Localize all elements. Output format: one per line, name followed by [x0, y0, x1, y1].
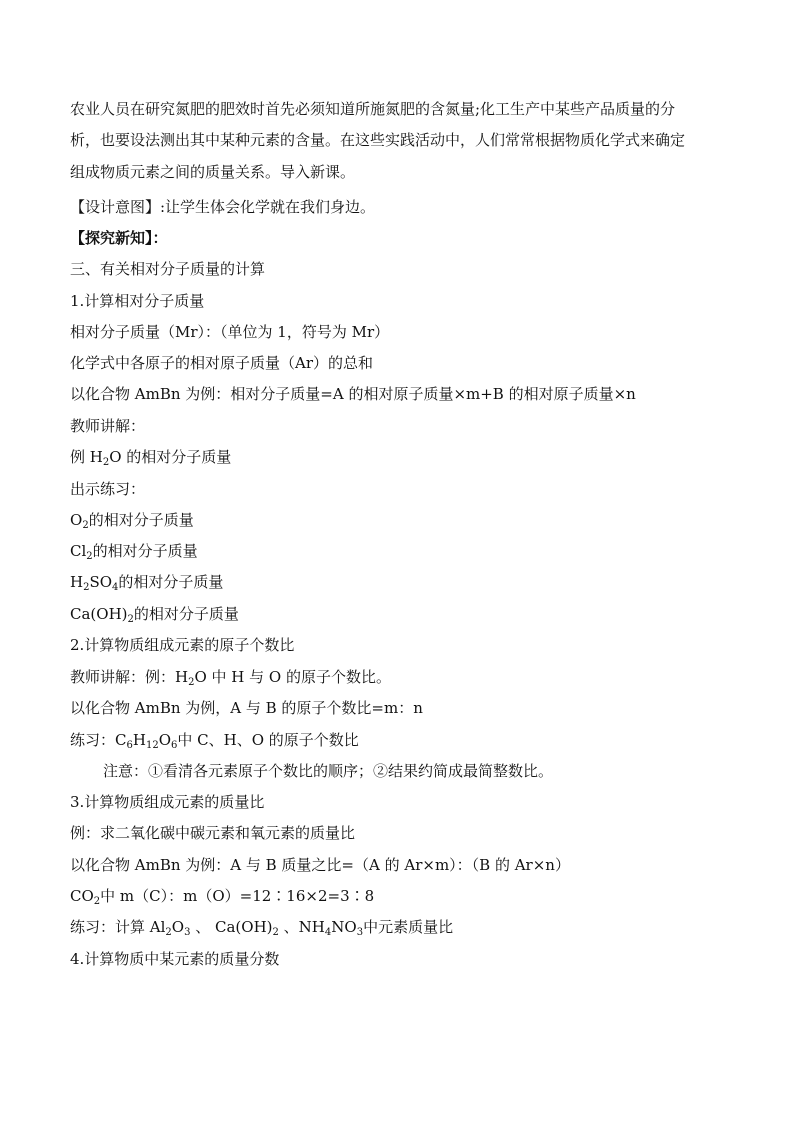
s1-formula: 以化合物 AmBn 为例：相对分子质量=A 的相对原子质量×m+B 的相对原子质量×n [70, 385, 636, 403]
explore-heading: 【探究新知】： [70, 229, 168, 247]
practice-caoh2: $Ca(OH)_2$的相对分子质量 [70, 605, 239, 625]
section-three-heading: 三、有关相对分子质量的计算 [70, 260, 266, 278]
s4-heading: 4.计算物质中某元素的质量分数 [70, 950, 280, 968]
s1-definition: 相对分子质量（Mr）：（单位为 1，符号为 Mr） [70, 323, 390, 341]
s3-heading: 3.计算物质组成元素的质量比 [70, 793, 265, 811]
s2-practice: 练习：$C_6H_{12}O_6$中 C、H、O 的原子个数比 [70, 731, 359, 751]
s1-sum: 化学式中各原子的相对原子质量（Ar）的总和 [70, 354, 374, 372]
practice-h2so4: $H_2SO_4$的相对分子质量 [70, 573, 224, 593]
s3-formula: 以化合物 AmBn 为例：A 与 B 质量之比=（A 的 Ar×m）：（B 的 Ar×n） [70, 856, 570, 874]
s3-co2: $CO_2$中 m（C）：m（O）=12∶16×2=3∶8 [70, 887, 375, 907]
s1-heading: 1.计算相对分子质量 [70, 292, 205, 310]
practice-o2: $O_2$的相对分子质量 [70, 511, 194, 531]
s2-heading: 2.计算物质组成元素的原子个数比 [70, 636, 295, 654]
s2-note: 注意：①看清各元素原子个数比的顺序；②结果约简成最简整数比。 [103, 762, 554, 780]
intro-line-1: 农业人员在研究氮肥的肥效时首先必须知道所施氮肥的含氮量;化工生产中某些产品质量的分 [70, 100, 676, 118]
s1-teacher: 教师讲解： [70, 417, 146, 435]
practice-cl2: $Cl_2$的相对分子质量 [70, 542, 198, 562]
s3-practice: 练习：计算 $Al_2O_3$ 、 $Ca(OH)_2$ 、$NH_4NO_3$中元素质量比 [70, 918, 454, 938]
s2-formula: 以化合物 AmBn 为例，A 与 B 的原子个数比=m：n [70, 699, 423, 717]
s1-example: 例 $H_2O$ 的相对分子质量 [70, 448, 232, 468]
s2-teacher: 教师讲解：例：$H_2O$ 中 H 与 O 的原子个数比。 [70, 668, 391, 688]
s3-example: 例：求二氧化碳中碳元素和氧元素的质量比 [70, 824, 356, 842]
design-intent: 【设计意图】:让学生体会化学就在我们身边。 [70, 198, 376, 216]
intro-line-3: 组成物质元素之间的质量关系。导入新课。 [70, 163, 356, 181]
s1-practice: 出示练习： [70, 480, 146, 498]
intro-line-2: 析，也要设法测出其中某种元素的含量。在这些实践活动中，人们常常根据物质化学式来确定 [70, 131, 686, 149]
